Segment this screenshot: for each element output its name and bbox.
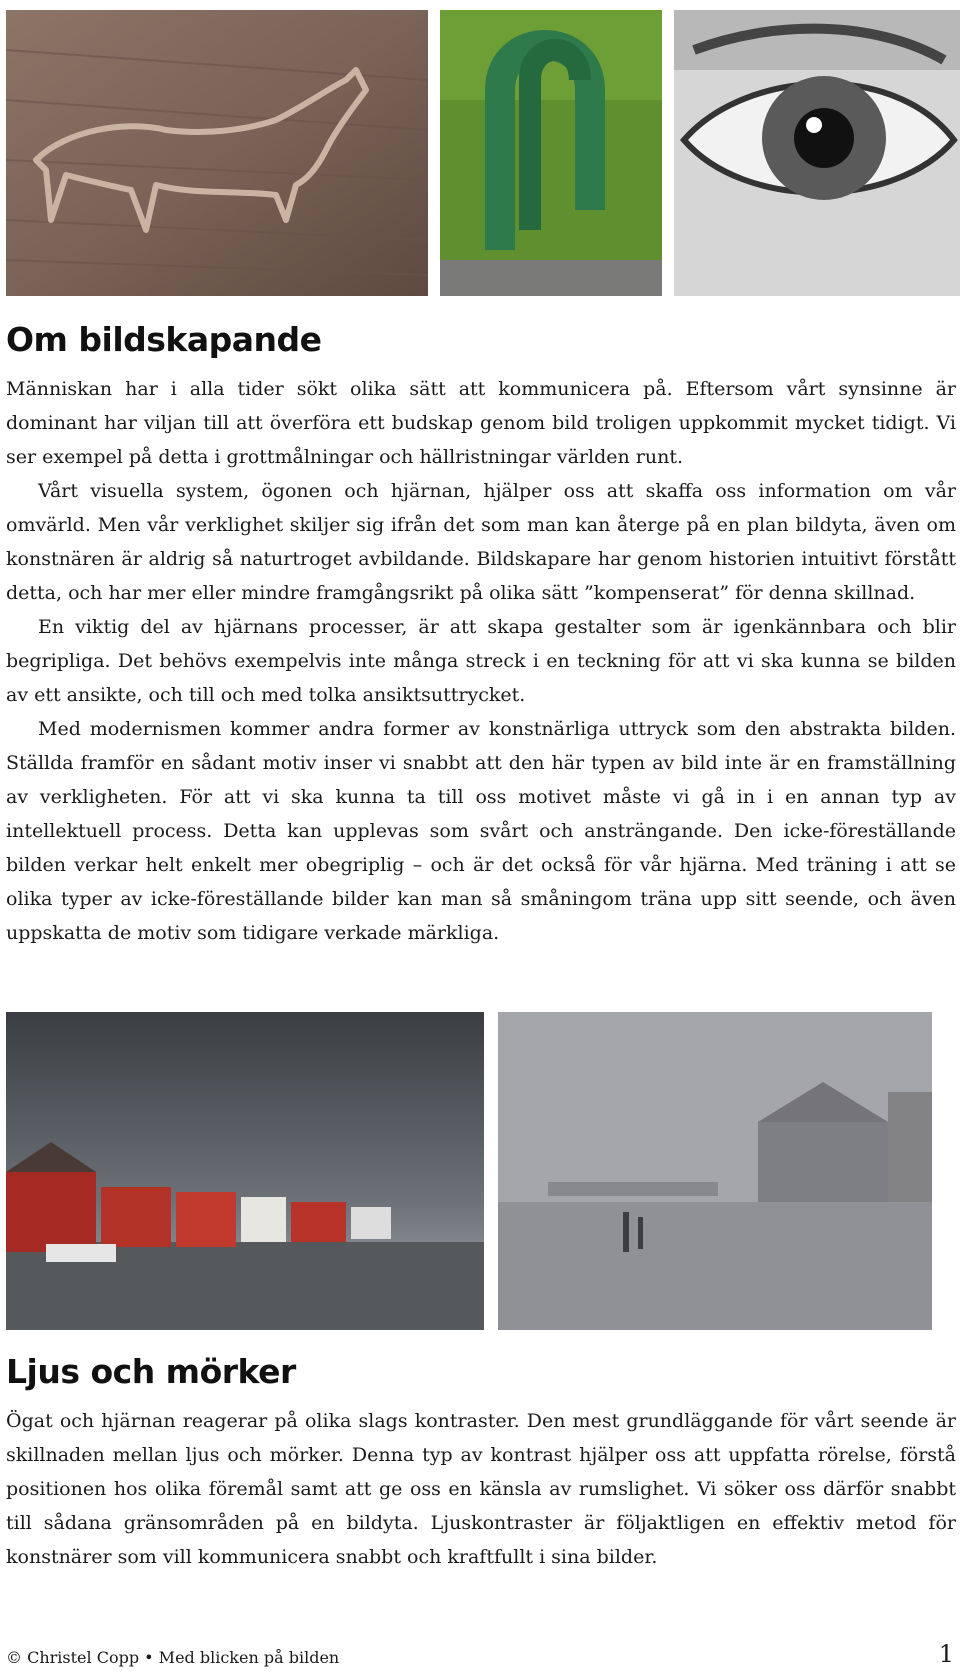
paragraph: Ögat och hjärnan reagerar på olika slags kontraster. Den mest grundläggande för vårt seende är skillnaden mellan ljus och mörker. Denna typ av kontrast hjälper oss att uppfatta rörelse, förstå positionen hos olika föremål samt att ge oss en känsla av rumslighet. Vi söker oss därför snabbt till sådana gränsområden på en bildyta. Ljuskontraster är följaktligen en effektiv metod för konstnärer som vill kommunicera snabbt och kraftfullt i sina bilder. <box>6 1410 956 1568</box>
section-body-ljus-och-morker <box>6 1404 956 1574</box>
paragraph: Vårt visuella system, ögonen och hjärnan, hjälper oss att skaffa oss information om vår omvärld. Men vår verklighet skiljer sig ifrån det som man kan återge på en plan bildyta, även om konstnären är aldrig så naturtroget avbildande. Bildskapare har genom historien intuitivt förstått detta, och har mer eller mindre framgångsrikt på olika sätt ”kompenserat” för denna skillnad. <box>6 480 956 604</box>
storm-village-photo <box>6 1012 484 1330</box>
paragraph: Med modernismen kommer andra former av konstnärliga uttryck som den abstrakta bilden. Ställda framför en sådant motiv inser vi snabbt att den här typen av bild inte är en framställning av verkligheten. För att vi ska kunna ta till oss motivet måste vi gå in i en annan typ av intellektuell process. Detta kan upplevas som svårt och ansträngande. Den icke-föreställande bilden verkar helt enkelt mer obegriplig – och är det också för vår hjärna. Med träning i att se olika typer av icke-föreställande bilder kan man så småningom träna upp sitt seende, och även uppskatta de motiv som tidigare verkade märkliga. <box>6 718 956 944</box>
rock-carving-photo <box>6 10 428 296</box>
footer-credit: © Christel Copp • Med blicken på bilden <box>6 1648 340 1667</box>
section-body-om-bildskapande <box>6 372 956 950</box>
section-heading-om-bildskapande: Om bildskapande <box>6 320 322 359</box>
foggy-harbor-photo <box>498 1012 932 1330</box>
page-number: 1 <box>938 1640 954 1668</box>
eye-photo <box>674 10 960 296</box>
paragraph: Människan har i alla tider sökt olika sätt att kommunicera på. Eftersom vårt synsinne är dominant har viljan till att överföra ett budskap genom bild troligen uppkommit mycket tidigt. Vi ser exempel på detta i grottmålningar och hällristningar världen runt. <box>6 378 956 468</box>
green-pipe-photo <box>440 10 662 296</box>
paragraph: En viktig del av hjärnans processer, är att skapa gestalter som är igenkännbara och blir begripliga. Det behövs exempelvis inte många streck i en teckning för att vi ska kunna se bilden av ett ansikte, och till och med tolka ansiktsuttrycket. <box>6 616 956 706</box>
section-heading-ljus-och-morker: Ljus och mörker <box>6 1352 296 1391</box>
